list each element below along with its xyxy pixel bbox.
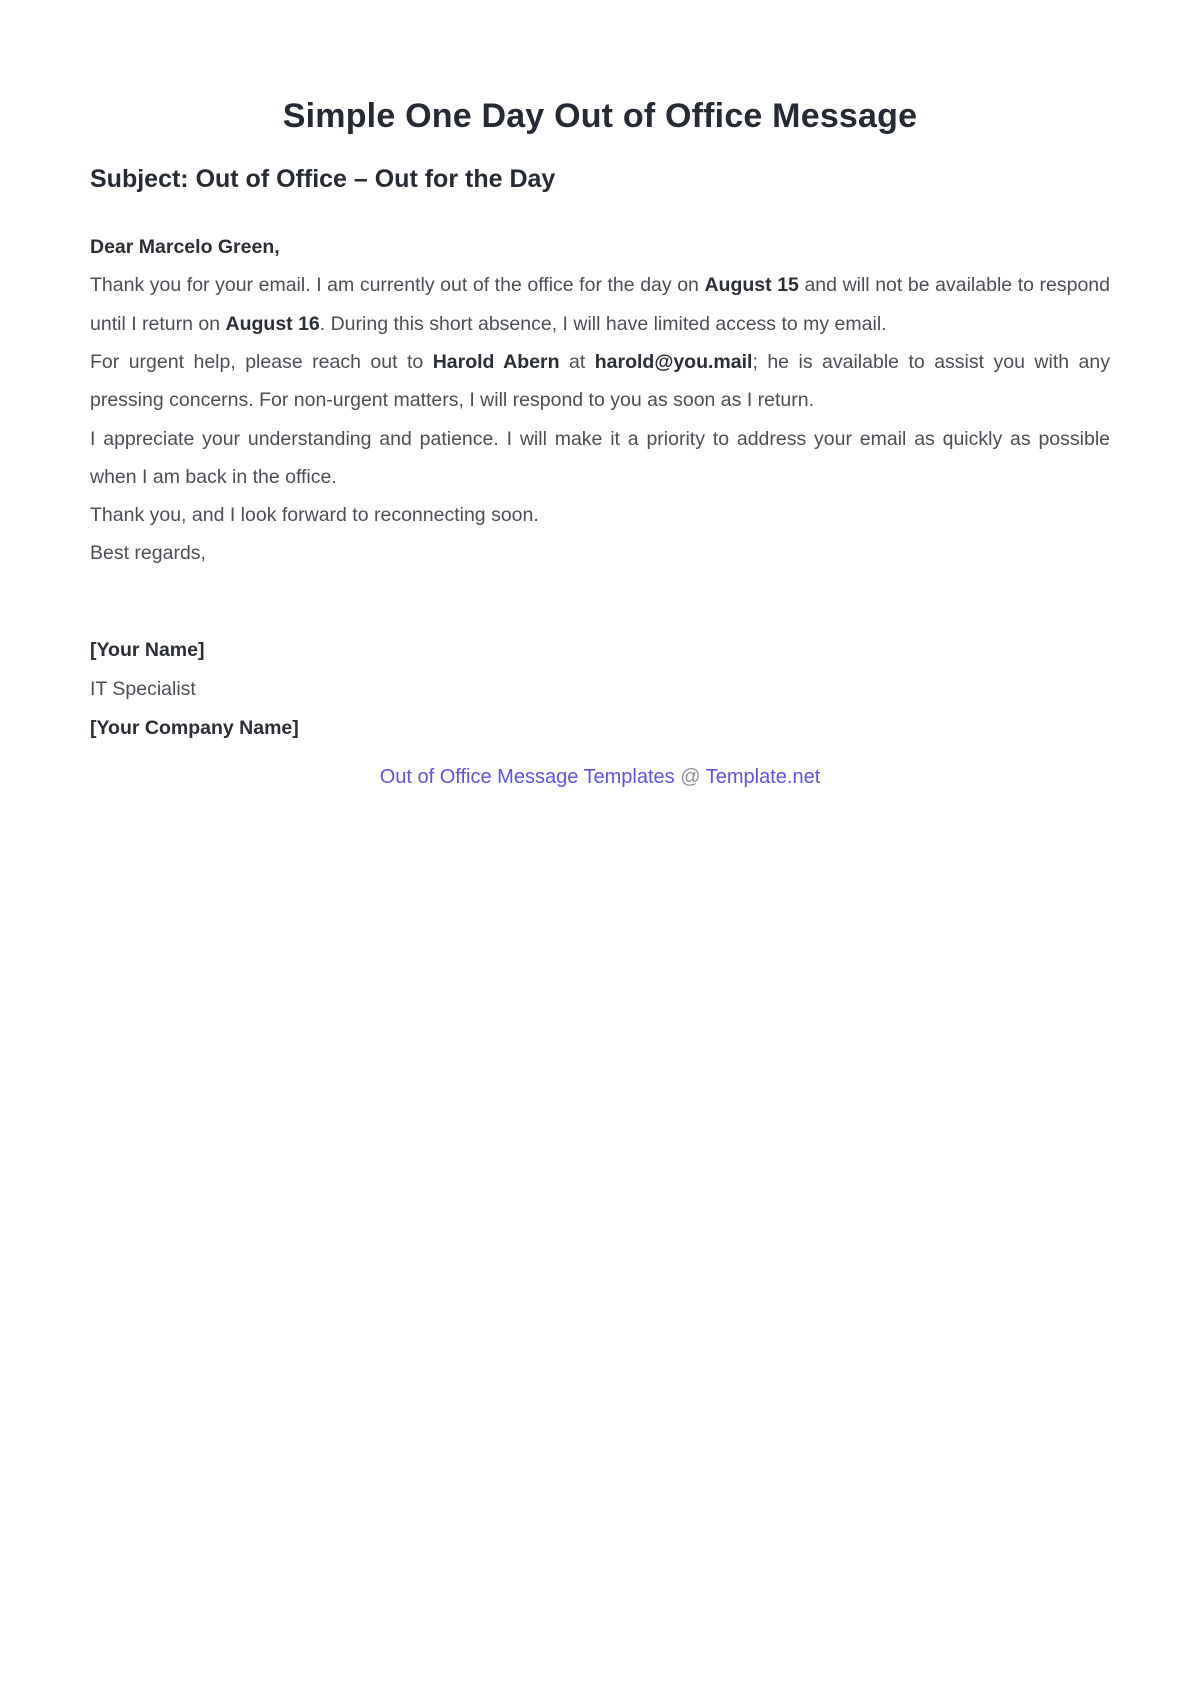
signature-role: IT Specialist [90,677,196,700]
body-paragraphs [90,266,1110,534]
letter-body [90,228,1110,573]
body-paragraph: For urgent help, please reach out to Harold Abern at harold@you.mail; he is available to assist you with any pressing concerns. For non-urgent matters, I will respond to you as soon as I return. [90,350,1110,412]
body-paragraph: Thank you for your email. I am currently out of the office for the day on August 15 and will not be available to respond until I return on August 16. During this short absence, I will have limited access to my email. [90,274,1110,335]
salutation: Dear Marcelo Green, [90,236,280,259]
signature-name: [Your Name] [90,638,205,661]
footer-link-templates[interactable]: Out of Office Message Templates [379,765,675,788]
signature-block [90,631,1110,748]
footer-attribution [90,758,1110,796]
body-paragraph: I appreciate your understanding and patience. I will make it a priority to address your email as quickly as possible when I am back in the office. [90,427,1110,488]
footer-link-template-net[interactable]: Template.net [705,765,821,788]
subject-line: Subject: Out of Office – Out for the Day [90,164,556,193]
at-symbol: @ [680,765,701,788]
signature-company: [Your Company Name] [90,716,299,739]
closing: Best regards, [90,542,206,565]
body-paragraph: Thank you, and I look forward to reconnecting soon. [90,504,539,527]
page-title: Simple One Day Out of Office Message [282,97,918,135]
